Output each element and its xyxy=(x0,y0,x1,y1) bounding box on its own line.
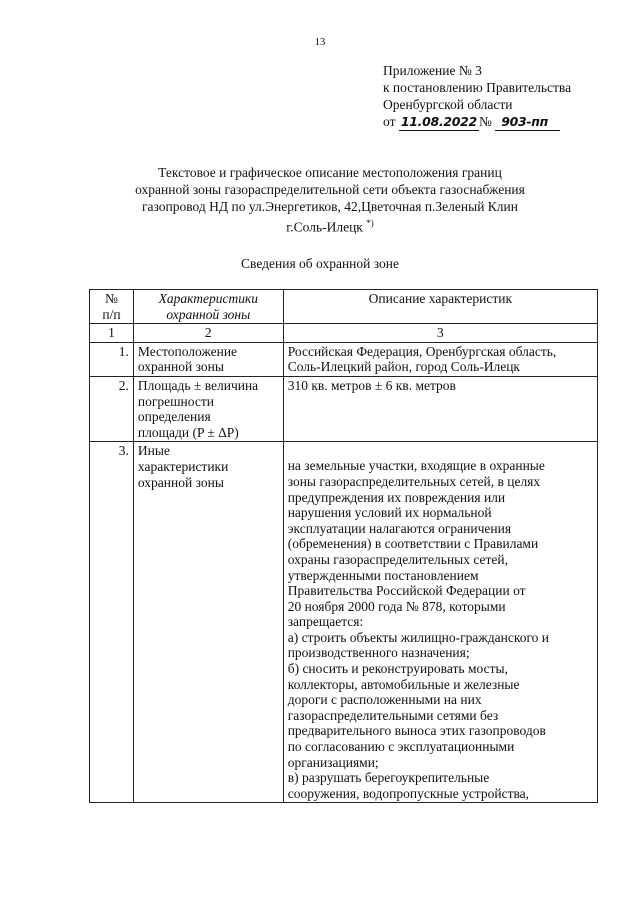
cell-line: нарушения условий их нормальной xyxy=(287,505,492,521)
header-characteristic-line: охранной зоны xyxy=(166,306,251,322)
cell-line: организациями; xyxy=(287,754,379,770)
cell-line: охранной зоны xyxy=(137,359,224,375)
cell-line: Соль-Илецкий район, город Соль-Илецк xyxy=(287,359,520,375)
header-characteristic-line: Характеристики xyxy=(158,291,259,306)
cell-line: Площадь ± величина xyxy=(137,377,259,393)
title-line-1: Текстовое и графическое описание местоположения границ xyxy=(158,165,502,180)
row-number: 1. xyxy=(90,342,134,376)
cell-line: коллекторы, автомобильные и железные xyxy=(287,676,520,692)
column-number: 3 xyxy=(283,324,597,343)
handwritten-date: 11.08.2022 xyxy=(400,114,477,129)
row-characteristic xyxy=(133,376,283,441)
column-number-row xyxy=(90,324,598,343)
title-line-4 xyxy=(60,215,600,236)
cell-line: по согласованию с эксплуатационными xyxy=(287,739,515,755)
cell-line: утвержденными постановлением xyxy=(287,567,479,583)
handwritten-number: 903-пп xyxy=(495,113,560,131)
cell-line: 310 кв. метров ± 6 кв. метров xyxy=(287,377,456,393)
header-num-line: № xyxy=(105,291,118,306)
cell-line: Правительства Российской Федерации от xyxy=(287,583,526,599)
cell-line: Российская Федерация, Оренбургская область, xyxy=(287,343,557,359)
cell-line: характеристики xyxy=(137,458,229,474)
table-row xyxy=(90,342,598,376)
cell-line: дороги с расположенными на них xyxy=(287,692,482,708)
row-description xyxy=(283,376,597,441)
cell-line: охраны газораспределительных сетей, xyxy=(287,551,509,567)
row-number: 3. xyxy=(90,442,134,803)
title-line-2: охранной зоны газораспределительной сети объекта газоснабжения xyxy=(135,182,525,197)
cell-line: (обременения) в соответствии с Правилами xyxy=(287,536,539,552)
row-description xyxy=(283,342,597,376)
cell-line: 20 ноября 2000 года № 878, которыми xyxy=(287,598,506,614)
cell-line: Местоположение xyxy=(137,343,238,359)
row-description xyxy=(283,442,597,803)
table-row xyxy=(90,376,598,441)
zone-info-table xyxy=(89,289,598,803)
header-description: Описание характеристик xyxy=(283,290,597,324)
row-number: 2. xyxy=(90,376,134,441)
page-number: 13 xyxy=(314,37,326,48)
cell-line: предварительного выноса этих газопроводов xyxy=(287,723,546,739)
cell-line: запрещается: xyxy=(287,614,364,630)
cell-line: определения xyxy=(137,409,211,425)
appendix-date-line xyxy=(383,113,571,131)
column-number: 2 xyxy=(133,324,283,343)
row-characteristic xyxy=(133,342,283,376)
footnote-mark: *) xyxy=(366,218,374,228)
cell-line: эксплуатации налагаются ограничения xyxy=(287,520,512,536)
cell-line: производственного назначения; xyxy=(287,645,470,661)
cell-line: газораспределительными сетями без xyxy=(287,707,499,723)
cell-line: зоны газораспределительных сетей, в целях xyxy=(287,473,541,489)
from-prefix: от xyxy=(383,114,396,129)
cell-line: б) сносить и реконструировать мосты, xyxy=(287,661,508,677)
header-num-line: п/п xyxy=(102,306,121,322)
header-characteristic xyxy=(133,290,283,324)
cell-line: в) разрушать берегоукрепительные xyxy=(287,770,490,786)
title-city: г.Соль-Илецк xyxy=(286,219,363,235)
number-sign: № xyxy=(478,114,492,129)
document-title xyxy=(60,164,600,236)
appendix-title: Приложение № 3 xyxy=(383,63,482,78)
cell-line: площади (P ± ΔP) xyxy=(137,424,239,440)
title-line-3: газопровод НД по ул.Энергетиков, 42,Цветочная п.Зеленый Клин xyxy=(142,199,518,214)
cell-line: охранной зоны xyxy=(137,474,224,490)
cell-line: Иные xyxy=(137,443,170,459)
section-subtitle: Сведения об охранной зоне xyxy=(241,256,399,271)
row-characteristic xyxy=(133,442,283,803)
cell-line: а) строить объекты жилищно-гражданского и xyxy=(287,629,549,645)
appendix-header xyxy=(383,62,571,131)
appendix-region: Оренбургской области xyxy=(383,97,513,112)
cell-line: на земельные участки, входящие в охранные xyxy=(287,458,545,474)
table-row xyxy=(90,442,598,803)
cell-line: погрешности xyxy=(137,393,214,409)
header-num xyxy=(90,290,134,324)
cell-line: предупреждения их повреждения или xyxy=(287,489,506,505)
cell-line: сооружения, водопропускные устройства, xyxy=(287,785,530,801)
appendix-resolution: к постановлению Правительства xyxy=(383,80,572,95)
column-number: 1 xyxy=(90,324,134,343)
table-header-row xyxy=(90,290,598,324)
